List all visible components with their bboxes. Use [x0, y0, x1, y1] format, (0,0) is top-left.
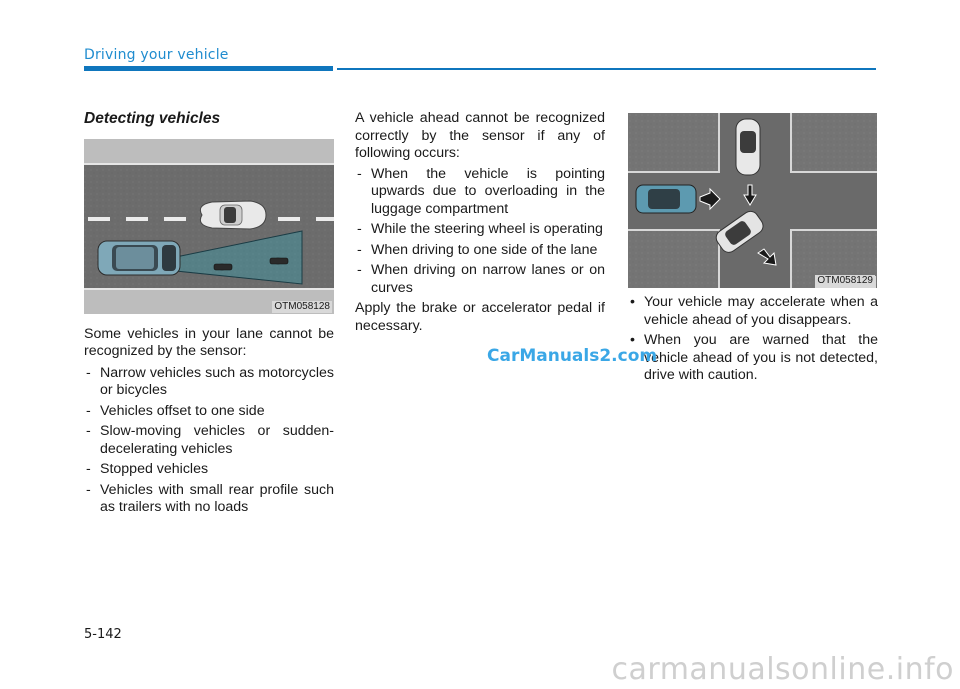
- list-item: - While the steering wheel is operating: [357, 221, 603, 237]
- list-item: • When you are warned that the vehicle ahead of you is not detected, drive with caution.: [630, 332, 878, 383]
- section-title: Driving your vehicle: [84, 47, 229, 63]
- figure-code: OTM058129: [817, 275, 873, 286]
- list-item: - Stopped vehicles: [86, 461, 209, 477]
- vehicle-detection-illustration: [84, 139, 334, 314]
- undetected-vehicle-list: [84, 365, 334, 517]
- paragraph: Apply the brake or accelerator pedal if necessary.: [355, 300, 605, 334]
- list-item: - Narrow vehicles such as motorcycles or bicycles: [86, 364, 334, 398]
- watermark-carmanuals: CarManuals2.com: [487, 346, 658, 366]
- header-bar: [84, 66, 333, 71]
- road-scene-illustration: [84, 139, 334, 314]
- paragraph: Some vehicles in your lane cannot be recognized by the sensor:: [84, 325, 334, 359]
- list-item: - When the vehicle is pointing upwards due to overloading in the luggage compartment: [357, 165, 605, 217]
- warning-list: [628, 294, 878, 385]
- watermark-site: carmanualsonline.info: [611, 652, 954, 687]
- list-item: • Your vehicle may accelerate when a vehicle ahead of you disappears.: [630, 294, 878, 328]
- column-right: [628, 294, 878, 388]
- list-item: - When driving to one side of the lane: [357, 241, 598, 258]
- paragraph: A vehicle ahead cannot be recognized correctly by the sensor if any of following occurs:: [355, 110, 605, 161]
- column-left: [84, 110, 334, 520]
- list-item: - Slow-moving vehicles or sudden-decelerating vehicles: [86, 423, 334, 457]
- section-heading: Detecting vehicles: [84, 110, 221, 127]
- list-item: - Vehicles with small rear profile such as trailers with no loads: [86, 481, 334, 515]
- page-number: 5-142: [84, 627, 122, 642]
- column-middle: [355, 110, 605, 335]
- figure-code: OTM058128: [274, 300, 330, 312]
- list-item: - When driving on narrow lanes or on curves: [357, 262, 605, 296]
- condition-list: [355, 166, 605, 298]
- intersection-scene: [628, 113, 877, 288]
- intersection-illustration: [628, 113, 877, 288]
- header-rule: [337, 68, 876, 70]
- list-item: - Vehicles offset to one side: [86, 402, 265, 419]
